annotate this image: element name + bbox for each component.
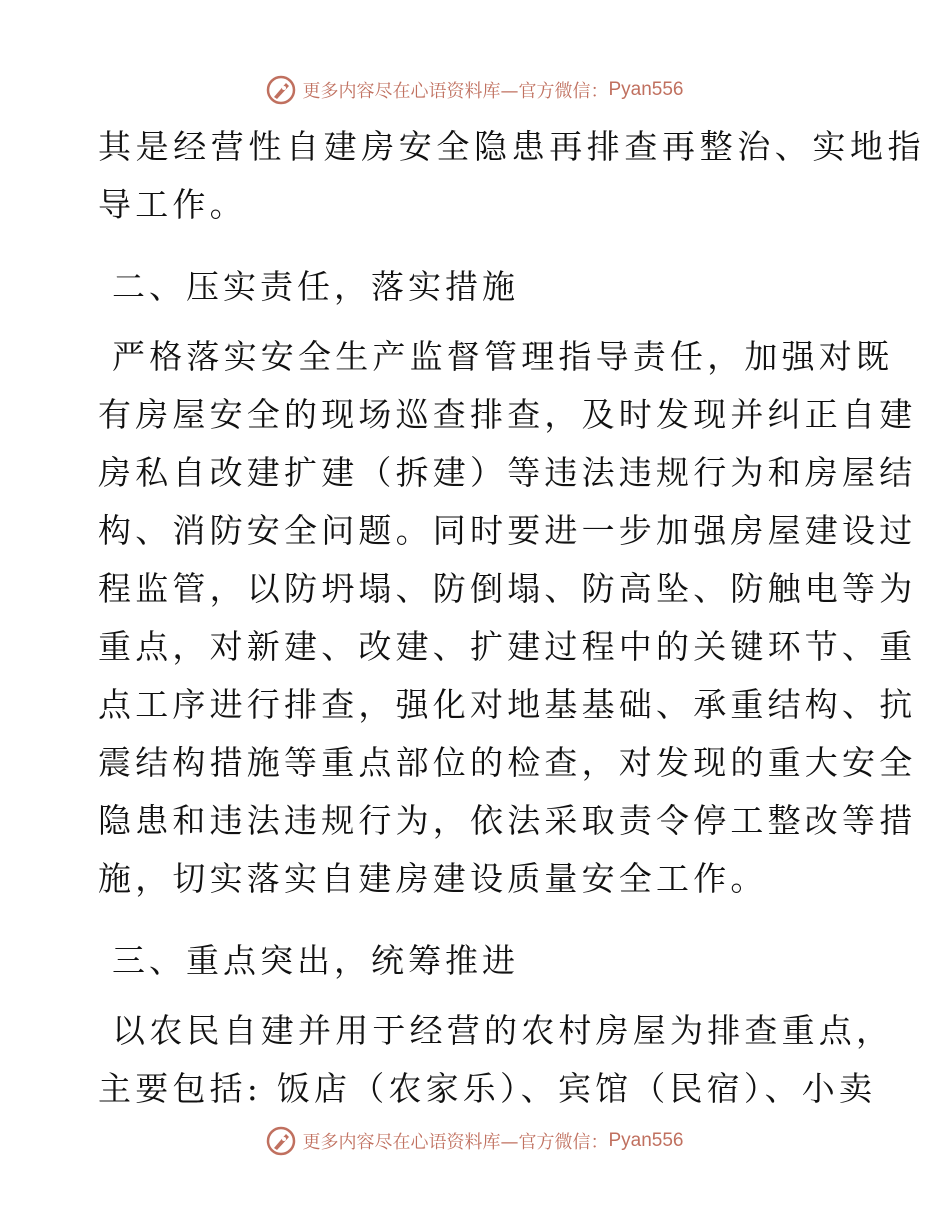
paragraph-line: 以农民自建并用于经营的农村房屋为排查重点， (112, 1011, 894, 1050)
watermark-account: Pyan556 (608, 79, 684, 100)
paragraph-line: 主要包括: 饭店（农家乐）、宾馆（民宿）、小卖 (98, 1069, 877, 1108)
paragraph-line: 构、消防安全问题。同时要进一步加强房屋建设过 (98, 511, 917, 550)
pen-logo-icon (266, 75, 296, 105)
paragraph-line: 程监管，以防坍塌、防倒塌、防高坠、防触电等为 (98, 569, 917, 608)
watermark-footer (0, 1123, 950, 1159)
paragraph-line: 严格落实安全生产监督管理指导责任，加强对既 (112, 337, 894, 376)
paragraph-line: 其是经营性自建房安全隐患再排查再整治、实地指 (98, 127, 926, 166)
pen-logo-icon (266, 1126, 296, 1156)
paragraph-line: 重点，对新建、改建、扩建过程中的关键环节、重 (98, 627, 917, 666)
paragraph-1 (98, 118, 926, 234)
watermark-account: Pyan556 (608, 1130, 684, 1151)
watermark-text: 更多内容尽在心语资料库—官方微信： (302, 1132, 609, 1153)
paragraph-line: 震结构措施等重点部位的检查，对发现的重大安全 (98, 743, 917, 782)
paragraph-line: 导工作。 (98, 185, 247, 224)
paragraph-2 (98, 328, 917, 908)
section-heading-3: 三、重点突出，统筹推进 (112, 941, 519, 980)
watermark-header (0, 72, 950, 108)
watermark-text: 更多内容尽在心语资料库—官方微信： (302, 81, 609, 102)
paragraph-line: 房私自改建扩建（拆建）等违法违规行为和房屋结 (98, 453, 917, 492)
paragraph-line: 隐患和违法违规行为，依法采取责令停工整改等措 (98, 801, 917, 840)
paragraph-line: 点工序进行排查，强化对地基基础、承重结构、抗 (98, 685, 917, 724)
paragraph-line: 施，切实落实自建房建设质量安全工作。 (98, 859, 768, 898)
paragraph-3 (98, 1002, 894, 1118)
paragraph-line: 有房屋安全的现场巡查排查，及时发现并纠正自建 (98, 395, 917, 434)
document-body (98, 118, 926, 1118)
section-heading-2: 二、压实责任，落实措施 (112, 267, 519, 306)
